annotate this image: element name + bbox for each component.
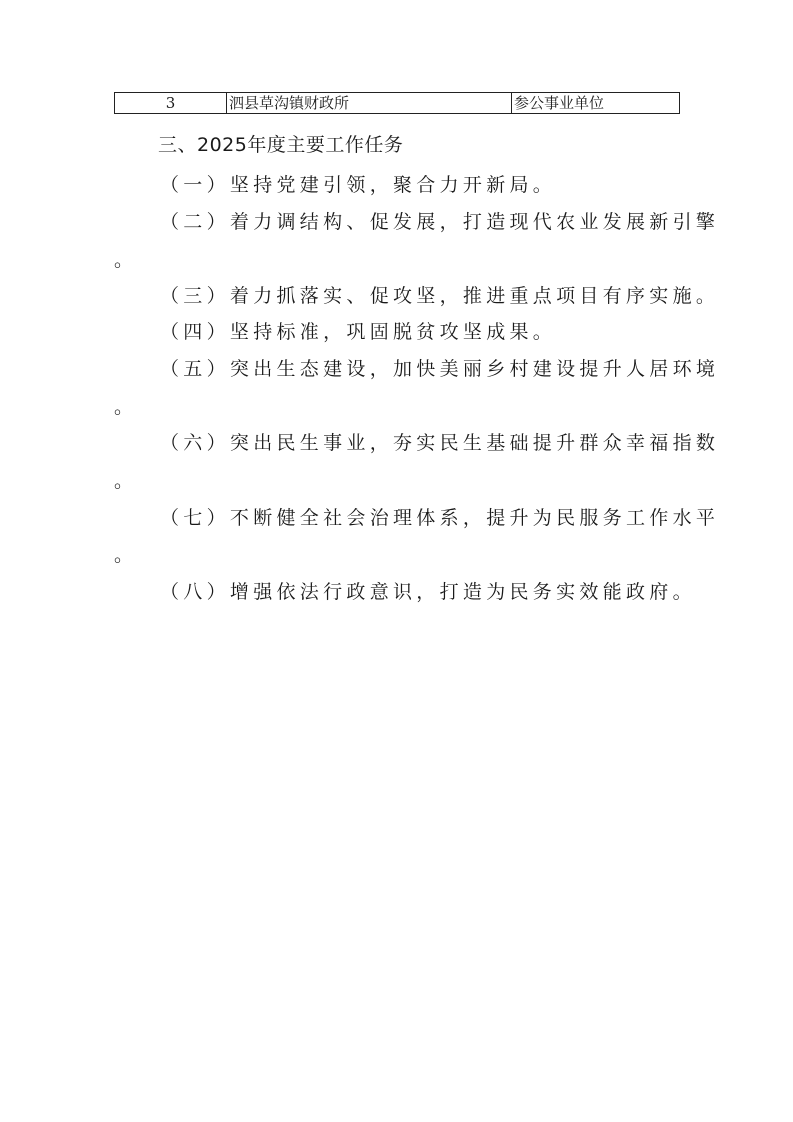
task-item-3: （三）着力抓落实、促攻坚，推进重点项目有序实施。 xyxy=(160,285,720,307)
task-item-4: （四）坚持标准，巩固脱贫攻坚成果。 xyxy=(160,321,557,343)
task-item-7-tail: 。 xyxy=(114,544,134,566)
task-item-1: （一）坚持党建引领，聚合力开新局。 xyxy=(160,174,557,196)
task-item-2-tail: 。 xyxy=(114,249,134,271)
task-item-7: （七）不断健全社会治理体系，提升为民服务工作水平 xyxy=(160,507,720,529)
task-item-5-tail: 。 xyxy=(114,396,134,418)
task-item-5: （五）突出生态建设，加快美丽乡村建设提升人居环境 xyxy=(160,358,720,380)
section-heading: 三、2025年度主要工作任务 xyxy=(158,134,404,156)
task-item-2: （二）着力调结构、促发展，打造现代农业发展新引擎 xyxy=(160,211,720,233)
task-item-6-tail: 。 xyxy=(114,470,134,492)
table-row xyxy=(114,92,680,114)
task-item-6: （六）突出民生事业，夯实民生基础提升群众幸福指数 xyxy=(160,432,720,454)
task-item-8: （八）增强依法行政意识，打造为民务实效能政府。 xyxy=(160,581,696,603)
table-cell-number: 3 xyxy=(115,93,227,113)
table-cell-unit-type: 参公事业单位 xyxy=(514,94,605,112)
table-cell-unit-name: 泗县草沟镇财政所 xyxy=(227,93,512,113)
